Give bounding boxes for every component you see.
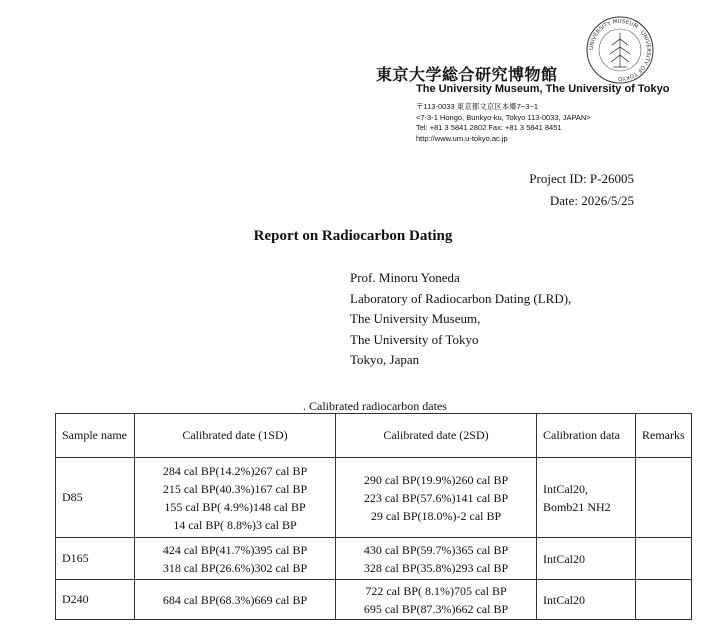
- author-lab: Laboratory of Radiocarbon Dating (LRD),: [350, 290, 572, 306]
- cell-calibration-data: [537, 458, 636, 538]
- cell-1sd-line: 155 cal BP( 4.9%)148 cal BP: [164, 499, 306, 514]
- cell-1sd-line: 424 cal BP(41.7%)395 cal BP: [162, 542, 308, 557]
- calibrated-dates-table: [55, 413, 692, 620]
- cell-1sd-line: 14 cal BP( 8.8%)3 cal BP: [173, 517, 297, 532]
- cell-sample-name: D85: [56, 458, 135, 538]
- header-remarks: Remarks: [636, 414, 692, 458]
- cell-1sd-line: 684 cal BP(68.3%)669 cal BP: [162, 592, 308, 607]
- cell-calibration-data: [537, 580, 636, 620]
- seal-text: UNIVERSITY MUSEUM · UNIVERSITY OF TOKYO: [588, 18, 652, 82]
- author-university: The University of Tokyo: [350, 331, 479, 347]
- cell-calibration-data-line: IntCal20,: [543, 481, 588, 496]
- cell-2sd-line: 29 cal BP(18.0%)-2 cal BP: [370, 508, 502, 523]
- report-title: Report on Radiocarbon Dating: [253, 228, 453, 244]
- author-name: Prof. Minoru Yoneda: [350, 270, 460, 285]
- author-museum: The University Museum,: [350, 311, 481, 326]
- address-phone-fax: Tel: +81 3 5841 2802 Fax: +81 3 5841 8451: [416, 123, 562, 132]
- header-sample-name: Sample name: [56, 414, 135, 458]
- cell-2sd-line: 695 cal BP(87.3%)662 cal BP: [363, 601, 509, 616]
- cell-remarks: [636, 538, 692, 580]
- cell-calibration-data-line: Bomb21 NH2: [543, 499, 611, 514]
- author-block: [350, 268, 571, 371]
- table-caption: . Calibrated radiocarbon dates: [303, 399, 447, 413]
- cell-1sd-line: 215 cal BP(40.3%)167 cal BP: [162, 481, 308, 496]
- header-1sd: Calibrated date (1SD): [135, 414, 336, 458]
- seal-emblem-icon: [610, 33, 630, 67]
- cell-2sd: [336, 538, 537, 580]
- cell-sample-name: D165: [56, 538, 135, 580]
- report-date: Date: 2026/5/25: [549, 193, 634, 208]
- address-website: http://www.um.u-tokyo.ac.jp: [416, 133, 508, 143]
- header-calibration-data: Calibration data: [537, 414, 636, 458]
- cell-remarks: [636, 580, 692, 620]
- table-header-row: [56, 414, 692, 458]
- institution-address: [416, 102, 591, 144]
- cell-1sd-line: 318 cal BP(26.6%)302 cal BP: [162, 560, 308, 575]
- cell-2sd: [336, 458, 537, 538]
- institution-name-japanese: 東京大学総合研究博物館: [376, 65, 558, 84]
- cell-1sd: [135, 458, 336, 538]
- cell-2sd-line: 290 cal BP(19.9%)260 cal BP: [363, 472, 509, 487]
- project-id: Project ID: P-26005: [529, 171, 634, 186]
- cell-sample-name: D240: [56, 580, 135, 620]
- address-postal: 〒113-0033 東京都文京区本郷7−3−1: [416, 102, 538, 111]
- table-row: [56, 580, 692, 620]
- cell-calibration-data-line: IntCal20: [543, 592, 585, 607]
- cell-2sd-line: 328 cal BP(35.8%)293 cal BP: [363, 560, 509, 575]
- cell-remarks: [636, 458, 692, 538]
- museum-seal-logo: [585, 15, 655, 85]
- table-row: [56, 538, 692, 580]
- cell-2sd: [336, 580, 537, 620]
- cell-1sd: [135, 580, 336, 620]
- header-2sd: Calibrated date (2SD): [336, 414, 537, 458]
- cell-calibration-data-line: IntCal20: [543, 551, 585, 566]
- author-location: Tokyo, Japan: [350, 352, 420, 367]
- cell-2sd-line: 722 cal BP( 8.1%)705 cal BP: [365, 583, 507, 598]
- report-meta: [529, 168, 634, 212]
- cell-2sd-line: 223 cal BP(57.6%)141 cal BP: [363, 490, 509, 505]
- cell-1sd-line: 284 cal BP(14.2%)267 cal BP: [162, 463, 308, 478]
- cell-2sd-line: 430 cal BP(59.7%)365 cal BP: [363, 542, 509, 557]
- institution-name-english: The University Museum, The University of Tokyo: [416, 83, 670, 95]
- table-row: [56, 458, 692, 538]
- cell-calibration-data: [537, 538, 636, 580]
- cell-1sd: [135, 538, 336, 580]
- address-english: <7-3-1 Hongo, Bunkyo-ku, Tokyo 113-0033, JAPAN>: [416, 112, 591, 122]
